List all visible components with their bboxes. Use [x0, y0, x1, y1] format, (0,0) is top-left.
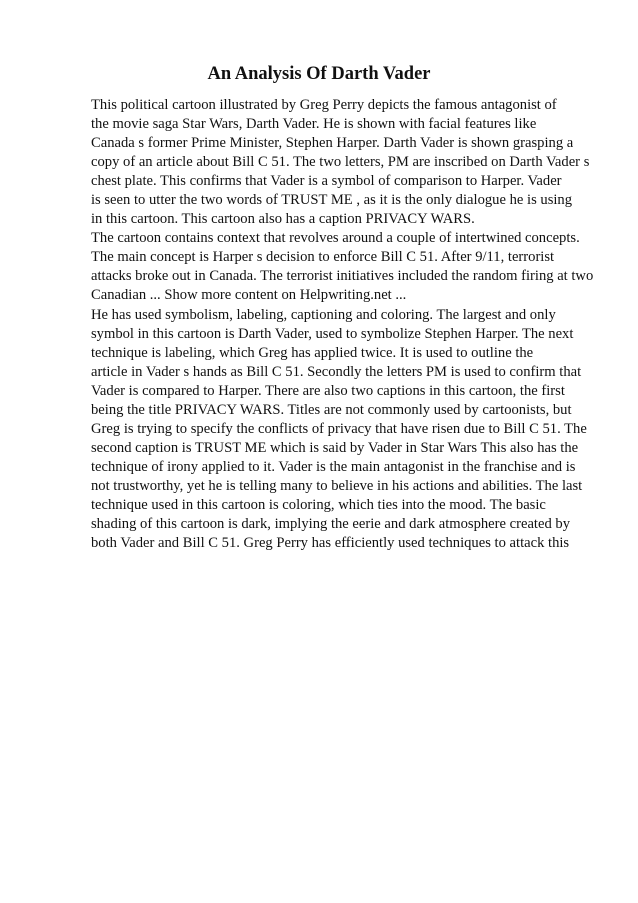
body-line: is seen to utter the two words of TRUST ME , as it is the only dialogue he is using: [91, 192, 573, 209]
body-line: technique used in this cartoon is coloring, which ties into the mood. The basic: [91, 496, 546, 513]
body-line: copy of an article about Bill C 51. The two letters, PM are inscribed on Darth Vader s: [91, 154, 590, 171]
body-line: technique is labeling, which Greg has applied twice. It is used to outline the: [91, 344, 534, 361]
body-line: Vader is compared to Harper. There are also two captions in this cartoon, the first: [91, 382, 565, 399]
body-line: He has used symbolism, labeling, captioning and coloring. The largest and only: [91, 306, 556, 323]
body-line: Canada s former Prime Minister, Stephen Harper. Darth Vader is shown grasping a: [91, 135, 574, 152]
body-line: The cartoon contains context that revolves around a couple of intertwined concepts.: [91, 230, 580, 247]
body-line: chest plate. This confirms that Vader is a symbol of comparison to Harper. Vader: [91, 173, 562, 190]
body-line: being the title PRIVACY WARS. Titles are not commonly used by cartoonists, but: [91, 401, 572, 418]
body-line: The main concept is Harper s decision to enforce Bill C 51. After 9/11, terrorist: [91, 249, 555, 266]
body-line: second caption is TRUST ME which is said by Vader in Star Wars This also has the: [91, 439, 579, 456]
body-line: Greg is trying to specify the conflicts of privacy that have risen due to Bill C 51. The: [91, 420, 587, 437]
body-line: both Vader and Bill C 51. Greg Perry has efficiently used techniques to attack this: [91, 535, 570, 552]
body-line: not trustworthy, yet he is telling many to believe in his actions and abilities. The last: [91, 477, 583, 494]
body-line: article in Vader s hands as Bill C 51. Secondly the letters PM is used to confirm that: [91, 363, 582, 380]
body-line: attacks broke out in Canada. The terrorist initiatives included the random firing at two: [91, 268, 594, 285]
body-line: Canadian ... Show more content on Helpwriting.net ...: [91, 287, 407, 304]
body-line: This political cartoon illustrated by Greg Perry depicts the famous antagonist of: [91, 97, 557, 113]
body-line: in this cartoon. This cartoon also has a caption PRIVACY WARS.: [91, 211, 475, 228]
body-line: symbol in this cartoon is Darth Vader, used to symbolize Stephen Harper. The next: [91, 325, 574, 342]
body-line: the movie saga Star Wars, Darth Vader. He is shown with facial features like: [91, 116, 537, 133]
page-title: An Analysis Of Darth Vader: [207, 64, 431, 84]
body-line: technique of irony applied to it. Vader is the main antagonist in the franchise and is: [91, 458, 576, 475]
body-line: shading of this cartoon is dark, implying the eerie and dark atmosphere created by: [91, 516, 571, 533]
document-body: [91, 96, 601, 553]
